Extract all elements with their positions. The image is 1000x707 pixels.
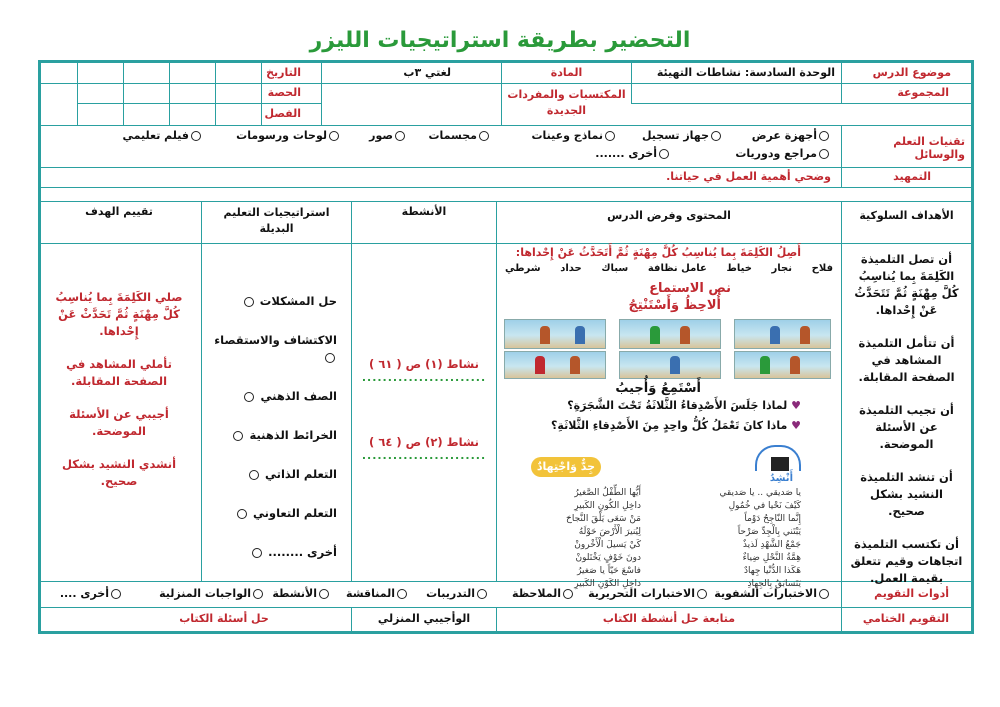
scene-picture-3 xyxy=(504,319,606,349)
tools-row xyxy=(41,125,971,168)
job-item: سباك xyxy=(601,263,629,274)
spacer-row xyxy=(41,187,971,202)
listening-subtitle: أُلاحِظُ وَأَسْتَنْتِجُ xyxy=(628,298,721,313)
date-cell-5 xyxy=(41,63,77,83)
period-cell-4 xyxy=(77,83,123,104)
objective-3: أن تجيب التلميذة عن الأسئلة الموضحة. xyxy=(859,403,954,451)
heart-icon: ♥ xyxy=(791,419,801,432)
final-label: التقويم الختامي xyxy=(841,607,971,631)
job-item: خياط xyxy=(726,263,752,274)
assessment-option-written[interactable]: الاختبارات التحريرية xyxy=(588,587,709,600)
jobs-list xyxy=(505,263,833,274)
vocab-label: المكتسبات والمفردات الجديدة xyxy=(501,83,631,125)
strategy-item[interactable]: التعلم الذاتي xyxy=(202,466,337,483)
main-body-row xyxy=(41,243,971,589)
tool-option-solids[interactable]: مجسمات xyxy=(429,129,492,142)
final-label-2: الوأجيبي المنزلي xyxy=(351,607,496,631)
col-strategies: استراتيجيات التعليم البديلة xyxy=(201,201,351,243)
vocab-value xyxy=(321,83,501,125)
tool-option-recorder[interactable]: جهاز تسجيل xyxy=(642,129,723,142)
listening-title: نص الاستماع xyxy=(649,281,731,296)
page-title: التحضير بطريقة استراتيجيات الليزر xyxy=(309,28,691,53)
date-cell-4 xyxy=(77,63,123,83)
activity-2: نشاط (٢) ص ( ٦٤ ) ........................ xyxy=(361,435,487,462)
intro-row xyxy=(41,167,971,188)
tool-option-pictures[interactable]: صور xyxy=(369,129,407,142)
date-cell-1 xyxy=(215,63,261,83)
objective-1: أن تصل التلميذة الكَلِمَةَ بِما يُناسِبُ كُلَّ مِهْنَةٍ ثُمَّ تَتَحَدَّثُ عَنْ إِحْداها. xyxy=(854,252,959,317)
final-row xyxy=(41,607,971,631)
scene-picture-6 xyxy=(504,351,606,379)
assessment-option-homework[interactable]: الواجبات المنزلية xyxy=(159,587,265,600)
objective-2: أن تتأمل التلميذة المشاهد في الصفحة المقابلة. xyxy=(858,336,955,384)
assessment-option-other[interactable]: أخرى .... xyxy=(60,587,123,600)
lesson-topic-value: الوحدة السادسة: نشاطات التهيئة xyxy=(631,63,841,83)
content-cell xyxy=(496,243,841,589)
tool-option-models[interactable]: نماذج وعينات xyxy=(531,129,617,142)
assessment-tools-row xyxy=(41,581,971,608)
class-cell-4 xyxy=(77,104,123,125)
header-row-1 xyxy=(41,63,971,84)
date-cell-3 xyxy=(123,63,169,83)
date-cell-2 xyxy=(169,63,215,83)
assessment-option-oral[interactable]: الاختبارات الشفوية xyxy=(714,587,831,600)
tool-option-boards[interactable]: لوحات ورسومات xyxy=(236,129,341,142)
job-item: شرطي xyxy=(505,263,541,274)
class-cell-3 xyxy=(123,104,169,125)
job-item: نجار xyxy=(771,263,793,274)
group-value xyxy=(631,83,841,104)
strategy-item[interactable]: أخرى ........ xyxy=(202,544,337,561)
audio-label: أَنْشِدُ xyxy=(769,473,793,484)
strategy-item[interactable]: التعلم التعاوني xyxy=(202,505,337,522)
subject-label: المادة xyxy=(501,63,631,83)
tools-label: تقنيات التعلم والوسائل xyxy=(841,125,971,167)
assessment-option-activities[interactable]: الأنشطة xyxy=(272,587,331,600)
subject-value: لغتي ٣ب xyxy=(321,63,501,83)
question-1: ♥ لماذا جَلَسَ الأَصْدِقاءُ الثَّلاثَةُ تَحْتَ الشَّجَرَةِ؟ xyxy=(567,399,801,412)
assessment-option-exercises[interactable]: التدريبات xyxy=(426,587,489,600)
job-item: فلاح xyxy=(811,263,833,274)
date-label: التاريخ xyxy=(261,63,321,83)
final-value-1: متابعة حل أنشطة الكتاب xyxy=(496,607,841,631)
tool-option-projectors[interactable]: أجهزة عرض xyxy=(752,129,831,142)
qr-code-icon xyxy=(771,457,789,471)
content-instruction: أَصِلُ الكَلِمَةَ بِما يُناسِبُ كُلَّ مِهْنَةٍ ثُمَّ أَتَحَدَّثُ عَنْ إِحْداها: xyxy=(515,246,801,259)
objectives-cell xyxy=(841,243,971,585)
period-label: الحصة xyxy=(261,83,321,104)
scene-picture-2 xyxy=(619,319,721,349)
class-label: الفصل xyxy=(261,104,321,125)
objective-4: أن تنشد التلميذة النشيد بشكل صحيح. xyxy=(860,470,953,518)
effort-badge: جِدٌّ وَاجْتِهادٌ xyxy=(531,457,601,477)
activities-cell xyxy=(351,243,496,581)
period-cell-2 xyxy=(169,83,215,104)
strategy-item[interactable]: حل المشكلات xyxy=(202,293,337,310)
assessment-option-observation[interactable]: الملاحظة xyxy=(512,587,575,600)
strategy-item[interactable]: الاكتشاف والاستقصاء xyxy=(202,332,337,366)
objective-5: أن تكتسب التلميذة اتجاهات وقيم تتعلق بقيمة العمل. xyxy=(850,537,963,585)
period-cell-1 xyxy=(215,83,261,104)
evaluation-cell xyxy=(37,243,201,581)
period-cell-3 xyxy=(123,83,169,104)
poem-left-column: أَيُّها الطِّفْلُ الصَّغيرُ داخِلِ الكُونِ الكَبيرِ مَنْ سَعَى يَلْقَ النَّجاحَ لِيُنيرَ الْأَرْضَ حَوْلَهُ كَيْ يَسيلَ الْأَخْرونْ دونَ خَوْفٍ يَخْتَلونْ فاسْعَ حَيّاً يا صَغيرُ داخِلِ الكَوْنِ الكَبيرِ xyxy=(566,488,641,589)
col-activities: الأنشطة xyxy=(351,201,496,243)
activity-1: نشاط (١) ص ( ٦١ ) ........................ xyxy=(361,357,487,384)
listen-answer-heading: أَسْتَمِعُ وَأُجيبُ xyxy=(615,381,701,396)
col-objectives: الأهداف السلوكية xyxy=(841,201,971,243)
assessment-option-discussion[interactable]: المناقشة xyxy=(346,587,409,600)
question-2: ♥ ماذا كانَ تَعْمَلُ كُلُّ واحِدٍ مِنَ الأَصْدِقاءِ الثَّلاثَةِ؟ xyxy=(551,419,801,432)
scene-picture-1 xyxy=(734,319,831,349)
columns-header-row xyxy=(41,201,971,244)
intro-value: وضحي أهمية العمل في حياتنا. xyxy=(666,170,831,183)
class-cell-1 xyxy=(215,104,261,125)
class-cell-2 xyxy=(169,104,215,125)
poem-right-column: يا صَديقي .. يا صَديقي كَيْفَ نَحْيا في خُمُولِ إِنَّما النّاجِحُ دَوْماً يَبْتَني بِالْجِدِّ صَرْحاً جَمْعُ الشَّهْدِ لَذيذٌ هِمَّةُ النَّحْلِ ضِياءٌ هَكَذا الدُّنْيا جِهادٌ يَتَسابَقُ بِالجِهادِ xyxy=(719,488,801,589)
evaluation-item-2: تأملي المشاهد في الصفحة المقابلة. xyxy=(66,357,172,388)
job-item: عامل نظافة xyxy=(647,263,707,274)
tool-option-film[interactable]: فيلم تعليمي xyxy=(123,129,203,142)
job-item: حداد xyxy=(560,263,582,274)
group-label: المجموعة xyxy=(841,83,971,104)
strategy-item[interactable]: الخرائط الذهنية xyxy=(202,427,337,444)
scene-picture-4 xyxy=(734,351,831,379)
final-value-2: حل أسئلة الكتاب xyxy=(179,612,269,625)
strategies-cell xyxy=(201,243,351,581)
evaluation-item-4: أنشدي النشيد بشكل صحيح. xyxy=(61,457,177,488)
header-row-2 xyxy=(41,83,971,126)
heart-icon: ♥ xyxy=(791,399,801,412)
intro-label: التمهيد xyxy=(841,167,971,187)
lesson-plan-table xyxy=(38,60,974,634)
col-content: المحتوى وفرض الدرس xyxy=(496,201,841,243)
assessment-tools-label: أدوات التقويم xyxy=(841,581,971,607)
tool-option-other[interactable]: أخرى ....... xyxy=(595,147,671,160)
evaluation-item-1: صلي الكَلِمَةَ بِما يُناسِبُ كُلَّ مِهْنَةٍ ثُمَّ تَحَدَّثْ عَنْ إِحْداها. xyxy=(55,290,183,338)
scene-picture-5 xyxy=(619,351,721,379)
strategy-item[interactable]: الصف الذهني xyxy=(202,388,337,405)
lesson-topic-label: موضوع الدرس xyxy=(841,63,971,83)
tool-option-references[interactable]: مراجع ودوريات xyxy=(735,147,831,160)
evaluation-item-3: أجيبي عن الأسئلة الموضحة. xyxy=(69,407,169,438)
col-evaluation: تقييم الهدف xyxy=(85,205,153,218)
